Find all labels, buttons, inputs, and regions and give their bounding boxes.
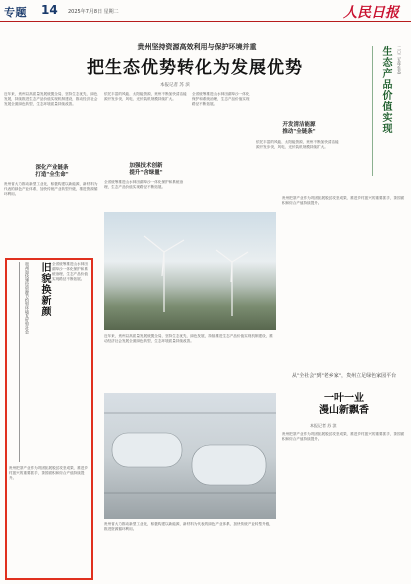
body-column-1b: 贵州省大力推动新型工业化，积极构建以新能源、新材料为代表的绿色产业体系，加快传统产业转型升级，推进资源循环利用。	[4, 182, 98, 196]
body-column-3: 全省统筹推进山水林田湖草沙一体化保护和系统治理，生态产品价值实现路径不断拓展。	[192, 92, 250, 106]
body-column-2: 依托丰富的风能、太阳能资源，贵州不断加快清洁能源开发步伐，风电、光伏装机规模持续扩大。	[104, 92, 187, 101]
lead-byline: 本报记者 苏 滨	[160, 83, 190, 88]
subhead-left: 深化产业链条 打造"全生命"	[35, 165, 69, 178]
publication-date: 2025年7月8日 星期二	[68, 9, 119, 15]
body-column-4: 依托丰富的风能、太阳能资源，贵州不断加快清洁能源开发步伐，风电、光伏装机规模持续扩大。	[256, 140, 339, 149]
right-vertical-headline: 生态产品价值实现	[380, 46, 391, 134]
highlighted-column-top: 全省统筹推进山水林田湖草沙一体化保护和系统治理，生态产品价值实现路径不断拓展。	[52, 262, 88, 281]
highlighted-column-bottom: 贵州把茶产业作为巩固拓展脱贫攻坚成果、推进乡村振兴的重要抓手，茶园面积和综合产值持续提升。	[9, 466, 89, 480]
left-vertical-headline: 旧貌换新颜	[39, 262, 50, 317]
body-column-6: 贵州把茶产业作为巩固拓展脱贫攻坚成果、推进乡村振兴的重要抓手，茶园面积和综合产值持续提升。	[282, 432, 405, 441]
lead-kicker: 贵州坚持资源高效利用与保护环境并重	[137, 42, 257, 51]
subhead-right-top: 开发清洁能源 推动"全链条"	[282, 122, 316, 135]
bottom-right-headline: 一叶一业 漫山新飘香	[319, 393, 369, 416]
left-vertical-divider	[19, 262, 20, 462]
right-vertical-kicker: 二〇二五年生态	[397, 46, 402, 74]
left-vertical-kicker: 贵州加快建设资源节约型环境友好型社会	[25, 262, 30, 334]
lead-headline: 把生态优势转化为发展优势	[87, 58, 303, 78]
page-number: 14	[41, 3, 58, 17]
bottom-right-byline: 本报记者 苏 滨	[310, 423, 337, 428]
body-column-5: 贵州把茶产业作为巩固拓展脱贫攻坚成果、推进乡村振兴的重要抓手，茶园面积和综合产值持续提升。	[282, 196, 405, 205]
factory-photo	[104, 393, 276, 519]
subhead-middle-top: 加强技术创新 提升"含绿量"	[129, 163, 163, 176]
section-tag: 专题	[4, 6, 27, 19]
bottom-right-kicker: 从"全社会"到"老乡家"，贵州立足绿色家园平台	[291, 373, 397, 379]
green-divider	[372, 46, 373, 176]
body-column-1: 近年来，贵州以高质量发展统揽全局，坚持生态优先、绿色发展，持续推进生态产品价值实现机制建设，推动经济社会发展全面绿色转型，生态环境质量持续改善。	[4, 92, 98, 106]
body-column-2d: 贵州省大力推动新型工业化，积极构建以新能源、新材料为代表的绿色产业体系，加快传统产业转型升级，推进资源循环利用。	[104, 522, 273, 531]
body-column-2b: 全省统筹推进山水林田湖草沙一体化保护和系统治理，生态产品价值实现路径不断拓展。	[104, 180, 184, 189]
wind-turbine-photo	[104, 212, 276, 330]
masthead-logo: 人民日报	[343, 5, 399, 21]
body-column-2c: 近年来，贵州以高质量发展统揽全局，坚持生态优先、绿色发展，持续推进生态产品价值实现机制建设，推动经济社会发展全面绿色转型，生态环境质量持续改善。	[104, 334, 273, 343]
